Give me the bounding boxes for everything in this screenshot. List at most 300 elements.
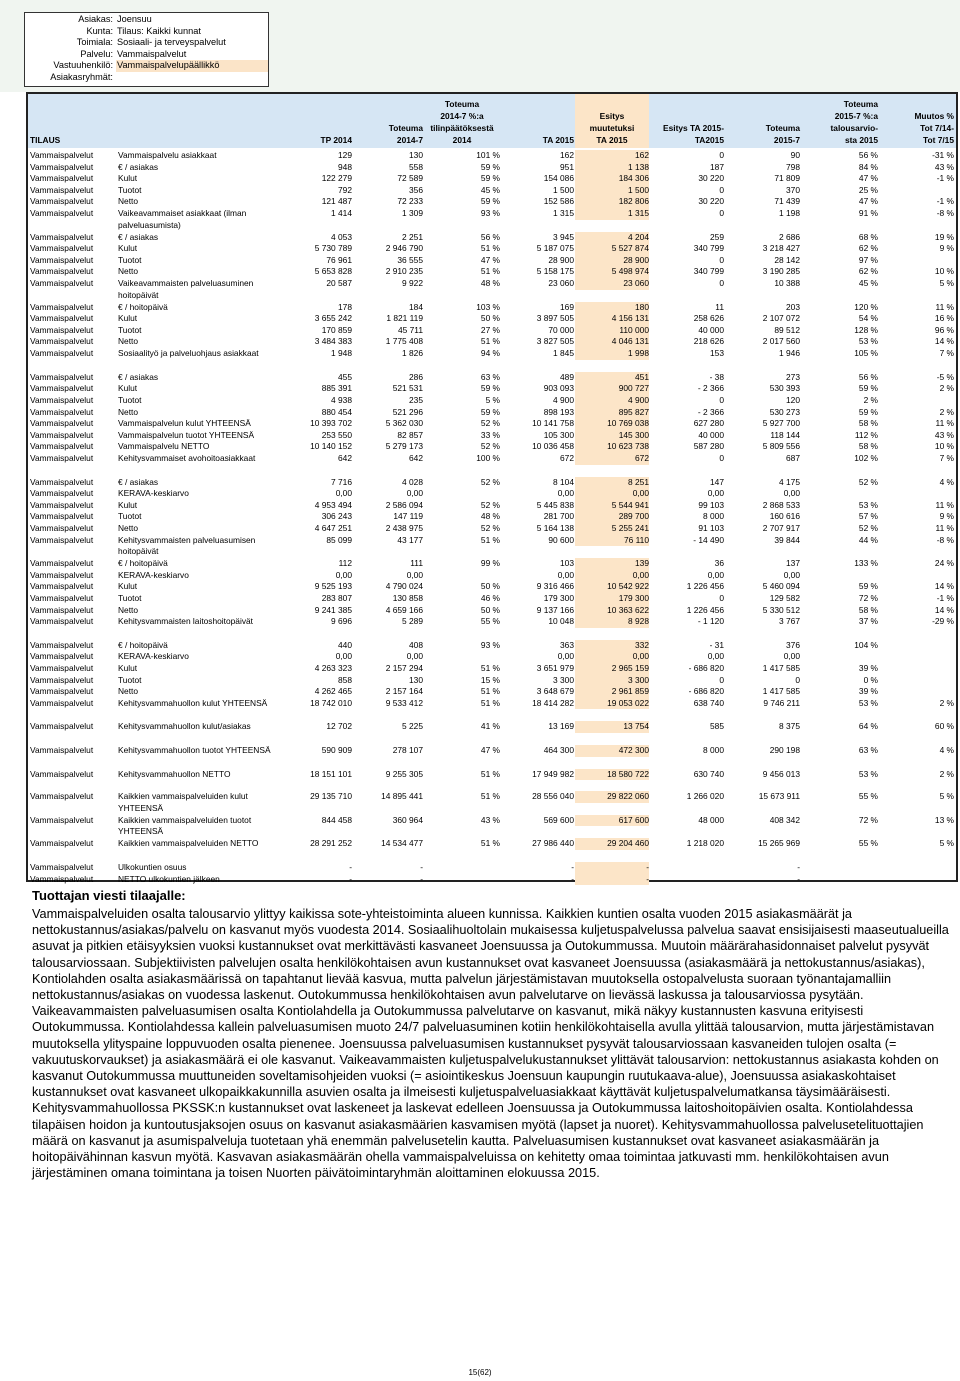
cell-tp2014: 178 (338, 301, 352, 312)
info-value: Vammaispalvelut (117, 48, 187, 59)
cell-muutos: -1 % (936, 173, 954, 184)
cell-toteuma-2014: 2 157 294 (385, 663, 423, 673)
table-row (28, 173, 956, 185)
cell-pct-2015: 0 % (863, 674, 878, 685)
cell-ta2015: 0,00 (557, 488, 574, 499)
cell-ta2015: 90 600 (548, 534, 574, 545)
cell-esitys-diff: 0 (719, 208, 724, 218)
cell-tp2014: 3 484 383 (314, 336, 352, 347)
cell-toteuma-2014: 72 233 (397, 196, 423, 207)
cell-esitys-diff: 0,00 (707, 488, 724, 499)
header-esitys (575, 94, 649, 148)
table-row (28, 675, 956, 687)
cell-toteuma-2015: 89 512 (774, 324, 800, 335)
cell-tilaus: Vammaispalvelut (30, 173, 94, 184)
cell-toteuma-2014: 111 (410, 558, 423, 569)
cell-esitys-diff: 0 (719, 453, 724, 463)
cell-esitys: 10 542 922 (575, 581, 649, 593)
cell-muutos: 60 % (934, 721, 954, 732)
cell-muutos: 4 % (939, 745, 954, 755)
info-label: Palvelu: (80, 48, 113, 59)
cell-tilaus: Vammaispalvelut (30, 418, 94, 429)
cell-tp2014: 4 263 323 (314, 663, 352, 673)
cell-pct-2014: 99 % (480, 558, 500, 569)
cell-pct-2014: 48 % (480, 278, 500, 288)
cell-esitys: 13 754 (575, 721, 649, 733)
cell-pct-2014: 52 % (480, 499, 500, 510)
cell-tilaus: Vammaispalvelut (30, 651, 94, 662)
cell-esitys-diff: - 1 120 (697, 616, 724, 627)
cell-pct-2015: 97 % (858, 254, 878, 265)
cell-pct-2015: 39 % (858, 686, 878, 697)
cell-muutos (879, 686, 954, 698)
cell-toteuma-2015: 2 107 072 (762, 313, 800, 324)
cell-pct-2014: 5 % (485, 395, 500, 405)
cell-pct-2014: 51 % (480, 697, 500, 708)
cell-tilaus: Vammaispalvelut (30, 324, 94, 335)
cell-pct-2014: 51 % (480, 686, 500, 697)
cell-toteuma-2015: 118 144 (770, 429, 800, 440)
cell-ta2015: 5 187 075 (536, 243, 574, 254)
cell-esitys: 10 363 622 (575, 605, 649, 617)
cell-esitys-diff: 91 103 (698, 523, 724, 533)
cell-pct-2014: 55 % (480, 616, 500, 627)
cell-pct-2014: 51 % (480, 791, 500, 802)
cell-tilaus: Vammaispalvelut (30, 243, 94, 254)
cell-muutos (879, 185, 954, 197)
table-row (28, 511, 956, 523)
cell-tp2014: 590 909 (321, 745, 352, 755)
info-row (25, 49, 268, 60)
cell-description: Kehitysvammahuollon tuotot YHTEENSÄ (118, 745, 271, 755)
table-row (28, 441, 956, 453)
cell-toteuma-2014: 5 289 (402, 616, 423, 627)
cell-muutos (879, 874, 954, 886)
cell-pct-2015: 62 % (858, 243, 878, 254)
cell-muutos: -1 % (936, 593, 954, 603)
cell-tilaus: Vammaispalvelut (30, 534, 94, 545)
header-tilaus-label: TILAUS (30, 135, 61, 145)
cell-muutos (879, 640, 954, 652)
cell-tilaus: Vammaispalvelut (30, 383, 94, 394)
cell-toteuma-2015: 3 767 (779, 616, 800, 627)
cell-tilaus: Vammaispalvelut (30, 453, 94, 463)
cell-tilaus: Vammaispalvelut (30, 254, 94, 265)
cell-ta2015: 28 556 040 (532, 791, 574, 802)
cell-esitys-diff: 585 (710, 721, 724, 732)
cell-tp2014: 440 (338, 639, 352, 650)
cell-tilaus: Vammaispalvelut (30, 429, 94, 440)
cell-esitys: 139 (575, 558, 649, 570)
table-row (28, 418, 956, 430)
info-label: Toimiala: (76, 37, 113, 48)
cell-muutos (879, 570, 954, 582)
cell-pct-2014: 47 % (480, 745, 500, 755)
cell-toteuma-2014: 130 858 (392, 593, 423, 603)
header-esitys-diff-label: Esitys TA 2015- TA2015 (663, 123, 724, 145)
cell-pct-2014: 52 % (480, 441, 500, 452)
cell-pct-2014: 103 % (476, 301, 500, 312)
cell-ta2015: 10 048 (548, 616, 574, 627)
cell-pct-2015: 58 % (858, 418, 878, 429)
cell-pct-2014: 93 % (480, 208, 500, 218)
header-pct-2014-label: Toteuma 2014-7 %:a tilinpäätöksestä 2014 (430, 99, 494, 145)
cell-toteuma-2015: 0 (795, 674, 800, 685)
cell-toteuma-2015: 39 844 (774, 534, 800, 545)
cell-description: Vammaispalvelun tuotot YHTEENSÄ (118, 429, 255, 440)
cell-tp2014: 4 647 251 (314, 523, 352, 533)
cell-tp2014: 28 291 252 (310, 838, 352, 849)
cell-esitys: 1 500 (575, 185, 649, 197)
cell-tilaus: Vammaispalvelut (30, 371, 94, 382)
cell-muutos (879, 488, 954, 500)
table-row (28, 745, 956, 757)
cell-muutos: 10 % (934, 266, 954, 277)
cell-pct-2014: 52 % (480, 476, 500, 487)
cell-description: Vammaispalvelu asiakkaat (118, 150, 217, 160)
cell-description: Kehitysvammaisten laitoshoitopäivät (118, 616, 253, 627)
cell-ta2015: 105 300 (543, 429, 574, 440)
cell-toteuma-2015: 2 868 533 (762, 499, 800, 510)
cell-esitys-diff: 1 218 020 (686, 838, 724, 849)
cell-description: Tuotot (118, 184, 142, 195)
cell-description: € / asiakas (118, 231, 159, 242)
cell-pct-2015: 57 % (858, 511, 878, 522)
cell-toteuma-2014: 72 589 (397, 173, 423, 184)
header-toteuma-2015 (725, 94, 800, 148)
cell-toteuma-2015: 5 460 094 (762, 581, 800, 592)
header-toteuma-2015-label: Toteuma 2015-7 (765, 123, 800, 145)
cell-esitys: 179 300 (575, 593, 649, 605)
cell-ta2015: 5 164 138 (536, 523, 574, 533)
info-value: Vammaispalvelupäällikkö (116, 60, 268, 71)
cell-tp2014: 9 525 193 (314, 581, 352, 592)
cell-pct-2015: 64 % (858, 721, 878, 732)
info-value: Joensuu (117, 14, 152, 24)
cell-tilaus: Vammaispalvelut (30, 581, 94, 592)
info-value: Sosiaali- ja terveyspalvelut (117, 37, 226, 48)
cell-ta2015: 154 086 (543, 173, 574, 184)
table-row (28, 488, 956, 500)
cell-tp2014: 0,00 (335, 651, 352, 662)
cell-esitys-diff: 40 000 (698, 324, 724, 335)
cell-pct-2015: 37 % (858, 616, 878, 627)
cell-esitys: 672 (575, 453, 649, 465)
cell-muutos (879, 663, 954, 675)
table-row (28, 769, 956, 781)
cell-ta2015: 0,00 (557, 651, 574, 662)
header-tp2014-label: TP 2014 (320, 135, 352, 145)
cell-esitys: - (575, 862, 649, 874)
cell-toteuma-2015: 10 388 (774, 278, 800, 288)
cell-tilaus: Vammaispalvelut (30, 814, 94, 825)
cell-esitys-diff: - 686 820 (688, 686, 724, 697)
table-row (28, 791, 956, 813)
cell-pct-2015: 58 % (858, 441, 878, 452)
cell-esitys: 2 965 159 (575, 663, 649, 675)
cell-description: NETTO ulkokuntien jälkeen (118, 873, 220, 884)
cell-pct-2015: 53 % (858, 697, 878, 708)
cell-toteuma-2015: 3 190 285 (762, 266, 800, 277)
cell-toteuma-2014: 558 (409, 161, 423, 172)
info-label: Kunta: (86, 25, 113, 36)
cell-toteuma-2014: 130 (409, 674, 423, 685)
cell-pct-2014: 100 % (476, 453, 500, 463)
cell-description: Kaikkien vammaispalveluiden NETTO (118, 838, 259, 849)
cell-description: Tuotot (118, 254, 142, 265)
cell-description: Kehitysvammahuollon kulut YHTEENSÄ (118, 697, 268, 708)
info-row (25, 72, 268, 83)
cell-toteuma-2014: 0,00 (406, 488, 423, 499)
cell-description: Netto (118, 523, 139, 533)
cell-pct-2015: 39 % (858, 663, 878, 673)
cell-ta2015: 152 586 (543, 196, 574, 207)
cell-esitys-diff: 8 000 (703, 745, 724, 755)
cell-pct-2015 (801, 651, 878, 663)
cell-toteuma-2015: 1 198 (779, 208, 800, 218)
info-label: Asiakas: (78, 14, 113, 24)
cell-description: Vammaispalvelu NETTO (118, 441, 210, 452)
cell-muutos: 11 % (935, 301, 954, 312)
cell-toteuma-2015: - (797, 873, 800, 884)
cell-esitys: 4 046 131 (575, 336, 649, 348)
cell-tilaus: Vammaispalvelut (30, 523, 94, 533)
cell-toteuma-2014: 4 659 166 (385, 604, 423, 615)
cell-ta2015: 3 648 679 (536, 686, 574, 697)
cell-toteuma-2015: 120 (786, 395, 800, 405)
cell-muutos: -29 % (932, 616, 954, 627)
cell-muutos: 5 % (939, 791, 954, 802)
cell-esitys: 76 110 (575, 535, 649, 547)
cell-tilaus: Vammaispalvelut (30, 488, 94, 499)
cell-esitys-diff: 0,00 (707, 569, 724, 580)
cell-pct-2015 (801, 874, 878, 886)
cell-pct-2015: 133 % (854, 558, 878, 569)
cell-pct-2015: 91 % (858, 208, 878, 218)
cell-toteuma-2015: 1 417 585 (762, 686, 800, 697)
cell-description: Kulut (118, 383, 138, 394)
cell-description: Kulut (118, 173, 138, 184)
cell-tp2014: 5 730 789 (314, 243, 352, 254)
cell-toteuma-2014: 5 225 (402, 721, 423, 732)
cell-pct-2015: 59 % (858, 383, 878, 394)
header-toteuma-2014-label: Toteuma 2014-7 (388, 123, 423, 145)
cell-tp2014: 844 458 (321, 814, 352, 825)
cell-pct-2015: 55 % (858, 838, 878, 849)
cell-esitys-diff: 1 266 020 (686, 791, 724, 802)
cell-description: € / asiakas (118, 476, 159, 487)
info-label: Asiakasryhmät: (50, 72, 113, 82)
cell-toteuma-2015: 290 198 (769, 745, 800, 755)
cell-esitys-diff: 0 (719, 395, 724, 405)
cell-esitys-diff (650, 874, 724, 886)
cell-pct-2014: 15 % (480, 674, 500, 685)
cell-muutos: -8 % (936, 534, 954, 545)
cell-toteuma-2014: 9 533 412 (385, 697, 423, 708)
cell-description: Netto (118, 266, 139, 277)
cell-ta2015: 672 (560, 453, 574, 463)
cell-muutos: 96 % (934, 324, 954, 335)
cell-ta2015: 9 137 166 (536, 604, 574, 615)
cell-pct-2015: 72 % (858, 814, 878, 825)
cell-tp2014: 455 (338, 371, 352, 382)
cell-esitys: 5 544 941 (575, 500, 649, 512)
cell-pct-2014 (424, 570, 500, 582)
info-row (25, 14, 268, 25)
cell-tilaus: Vammaispalvelut (30, 873, 94, 884)
table-row (28, 348, 956, 360)
cell-toteuma-2015: 2 017 560 (762, 336, 800, 347)
cell-description: € / asiakas (118, 371, 159, 382)
cell-toteuma-2014: 0,00 (406, 569, 423, 580)
cell-ta2015: 13 169 (548, 721, 574, 732)
cell-pct-2015: 52 % (858, 476, 878, 487)
cell-muutos: -8 % (936, 208, 954, 218)
cell-ta2015: 103 (560, 558, 574, 569)
cell-ta2015: 464 300 (543, 745, 574, 755)
cell-toteuma-2015: 203 (786, 301, 800, 312)
table-row (28, 243, 956, 255)
cell-ta2015: 1 500 (553, 184, 574, 195)
table-row (28, 651, 956, 663)
cell-toteuma-2014: 45 711 (398, 324, 423, 335)
cell-pct-2014: 51 % (480, 663, 500, 673)
cell-muutos: 2 % (939, 406, 954, 417)
cell-muutos (879, 255, 954, 267)
cell-esitys-diff: 187 (710, 161, 724, 172)
cell-toteuma-2014: 130 (409, 150, 423, 160)
cell-esitys-diff: 627 280 (693, 418, 724, 429)
cell-toteuma-2014: 82 857 (397, 429, 423, 440)
header-ta2015 (501, 94, 574, 148)
cell-toteuma-2015: 530 273 (769, 406, 800, 417)
cell-toteuma-2014: 2 251 (402, 231, 423, 242)
cell-esitys-diff: 340 799 (693, 243, 724, 254)
cell-esitys-diff: 153 (710, 348, 724, 358)
cell-toteuma-2014: 642 (409, 453, 423, 463)
cell-muutos: 14 % (934, 604, 954, 615)
table-header (28, 94, 956, 148)
cell-toteuma-2014: 2 157 164 (385, 686, 423, 697)
cell-tp2014: 112 (338, 558, 352, 569)
cell-pct-2015: 84 % (858, 161, 878, 172)
cell-pct-2014: 59 % (480, 173, 500, 184)
cell-toteuma-2014: 356 (409, 184, 423, 195)
cell-esitys: - (575, 874, 649, 886)
cell-description: € / hoitopäivä (118, 639, 168, 650)
table-row (28, 255, 956, 267)
cell-pct-2014: 45 % (480, 184, 500, 195)
cell-muutos: 24 % (934, 558, 954, 569)
table-row (28, 302, 956, 314)
cell-tp2014: 792 (338, 184, 352, 195)
cell-esitys-diff: 0 (719, 593, 724, 603)
cell-description: Tuotot (118, 511, 142, 522)
cell-esitys: 0,00 (575, 488, 649, 500)
cell-tp2014: 948 (338, 161, 352, 172)
cell-pct-2014: 51 % (480, 336, 500, 347)
info-row (25, 26, 268, 37)
cell-muutos (879, 651, 954, 663)
cell-pct-2014: 94 % (480, 348, 500, 358)
cell-muutos: 16 % (934, 313, 954, 324)
cell-description: € / hoitopäivä (118, 558, 168, 569)
cell-tp2014: 12 702 (326, 721, 352, 732)
cell-tp2014: 18 742 010 (310, 697, 352, 708)
cell-esitys: 29 822 060 (575, 791, 649, 803)
header-pct-2015 (801, 94, 878, 148)
cell-toteuma-2015: 1 946 (779, 348, 800, 358)
cell-muutos: 9 % (939, 511, 954, 522)
cell-description: € / asiakas (118, 161, 159, 172)
cell-toteuma-2015: 408 342 (769, 814, 800, 825)
cell-pct-2014: 93 % (480, 639, 500, 650)
cell-toteuma-2015: 5 809 556 (762, 441, 800, 452)
header-pct-2014 (424, 94, 500, 148)
cell-esitys: 8 928 (575, 616, 649, 628)
cell-toteuma-2015: - (797, 862, 800, 872)
cell-pct-2015: 56 % (858, 150, 878, 160)
cell-toteuma-2015: 5 927 700 (762, 418, 800, 429)
cell-esitys: 19 053 022 (575, 698, 649, 710)
cell-tilaus: Vammaispalvelut (30, 593, 94, 603)
cell-tp2014: 129 (338, 150, 352, 160)
cell-tp2014: 20 587 (326, 278, 352, 288)
cell-toteuma-2014: 1 821 119 (386, 313, 423, 324)
table-row (28, 185, 956, 197)
cell-esitys: 29 204 460 (575, 838, 649, 850)
cell-esitys-diff: 1 226 456 (686, 581, 724, 592)
cell-pct-2015: 53 % (858, 499, 878, 510)
cell-ta2015: 1 845 (553, 348, 574, 358)
cell-toteuma-2015: 273 (786, 371, 800, 382)
cell-pct-2015: 120 % (854, 301, 878, 312)
cell-muutos: 11 % (935, 523, 954, 533)
cell-tp2014: 7 716 (331, 476, 352, 487)
cell-esitys: 5 527 874 (575, 243, 649, 255)
cell-toteuma-2014: 5 362 030 (385, 418, 423, 429)
header-ta2015-label: TA 2015 (542, 135, 574, 145)
cell-pct-2015: 52 % (858, 523, 878, 533)
cell-esitys: 10 769 038 (575, 418, 649, 430)
cell-pct-2014: 101 % (476, 150, 500, 160)
cell-toteuma-2014: 0,00 (406, 651, 423, 662)
cell-pct-2014 (424, 874, 500, 886)
cell-tp2014: 9 241 385 (314, 604, 352, 615)
cell-description: Vaikeavammaisten palveluasuminen hoitopäivät (118, 278, 254, 300)
cell-tp2014: 5 653 828 (314, 266, 352, 277)
cell-description: Kehitysvammaisten palveluasumisen hoitopäivät (118, 534, 256, 557)
cell-pct-2014: 41 % (480, 721, 500, 732)
cell-ta2015: 179 300 (543, 593, 574, 603)
cell-esitys: 895 827 (575, 407, 649, 419)
page-number: 15(62) (468, 1368, 492, 1377)
cell-tilaus: Vammaispalvelut (30, 336, 94, 347)
table-row (28, 196, 956, 208)
cell-esitys: 1 138 (575, 162, 649, 174)
cell-muutos: -1 % (936, 196, 954, 207)
cell-toteuma-2015: 0,00 (783, 488, 800, 499)
cell-esitys-diff: 0 (719, 254, 724, 265)
cell-toteuma-2015: 3 218 427 (762, 243, 800, 254)
cell-esitys-diff: 30 220 (698, 173, 724, 184)
cell-muutos: 10 % (934, 441, 954, 452)
table-row (28, 313, 956, 325)
cell-ta2015: 569 600 (543, 814, 574, 825)
cell-pct-2015 (801, 862, 878, 874)
message-title: Tuottajan viesti tilaajalle: (32, 888, 186, 903)
table-row (28, 663, 956, 675)
